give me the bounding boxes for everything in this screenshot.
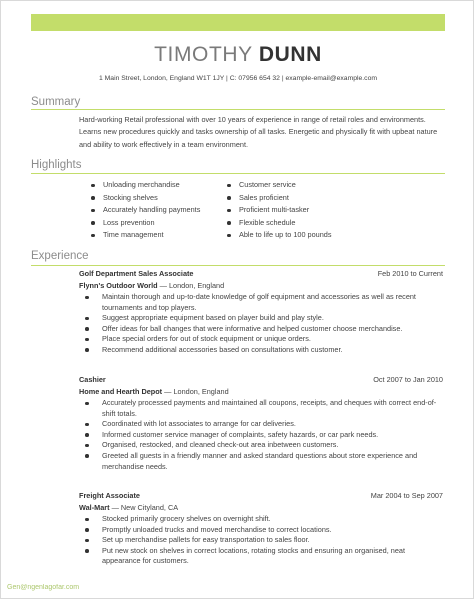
section-title-highlights: Highlights	[31, 159, 82, 171]
list-item: Accurately processed payments and maintained all coupons, receipts, and cheques with correct end-of-shift totals.	[79, 398, 443, 419]
job-title: Golf Department Sales Associate	[79, 269, 194, 278]
duty-list	[79, 398, 443, 472]
employer-line	[79, 503, 443, 512]
list-item: Recommend additional accessories based on consultations with customer.	[79, 345, 443, 356]
employer-location: — London, England	[162, 387, 229, 396]
employer-name: Flynn's Outdoor World	[79, 281, 158, 290]
list-item: Coordinated with lot associates to arrange for car deliveries.	[79, 419, 443, 430]
section-divider	[31, 173, 445, 174]
header-accent-bar	[31, 14, 445, 31]
last-name: DUNN	[258, 43, 322, 66]
section-divider	[31, 109, 445, 110]
list-item: Customer service	[225, 179, 332, 192]
section-title-experience: Experience	[31, 250, 89, 262]
list-item: Offer ideas for ball changes that were informative and helped customer choose merchandise.	[79, 324, 443, 335]
list-item: Unloading merchandise	[89, 179, 200, 192]
job-dates: Oct 2007 to Jan 2010	[373, 375, 443, 384]
job-dates: Feb 2010 to Current	[377, 269, 443, 278]
job-title: Cashier	[79, 375, 106, 384]
job-entry	[79, 491, 443, 567]
first-name: TIMOTHY	[154, 43, 253, 66]
employer-location: — New Cityland, CA	[109, 503, 179, 512]
watermark-text: Gen@ngenlagofar.com	[7, 584, 80, 591]
job-entry	[79, 269, 443, 356]
list-item: Promptly unloaded trucks and moved merchandise to correct locations.	[79, 525, 443, 536]
list-item: Stocked primarily grocery shelves on overnight shift.	[79, 514, 443, 525]
summary-text: Hard-working Retail professional with over 10 years of experience in range of retail roles and environments. Learns new procedures quickly and tasks ownership of all tasks. Energetic and physically fit with upbeat nature and ability to work effectively in a team environment.	[79, 115, 438, 149]
employer-line	[79, 387, 443, 396]
list-item: Proficient multi-tasker	[225, 204, 332, 217]
duty-list	[79, 292, 443, 356]
list-item: Loss prevention	[89, 217, 200, 230]
list-item: Organised, restocked, and cleaned check-out area inbetween customers.	[79, 440, 443, 451]
list-item: Stocking shelves	[89, 192, 200, 205]
duty-list	[79, 514, 443, 567]
list-item: Able to life up to 100 pounds	[225, 229, 332, 242]
contact-line: 1 Main Street, London, England W1T 1JY | C: 07956 654 32 | example-email@example.com	[98, 75, 378, 82]
employer-location: — London, England	[157, 281, 225, 290]
list-item: Informed customer service manager of complaints, safety hazards, or car park needs.	[79, 430, 443, 441]
employer-name: Home and Hearth Depot	[79, 387, 163, 396]
highlights-right-list	[225, 179, 332, 242]
list-item: Suggest appropriate equipment based on player build and play style.	[79, 313, 443, 324]
list-item: Place special orders for out of stock equipment or unique orders.	[79, 334, 443, 345]
list-item: Time management	[89, 229, 200, 242]
job-title: Freight Associate	[79, 491, 140, 500]
list-item: Greeted all guests in a friendly manner and asked standard questions about store experience and merchandise needs.	[79, 451, 443, 472]
employer-name: Wal-Mart	[79, 503, 110, 512]
list-item: Flexible schedule	[225, 217, 332, 230]
section-divider	[31, 265, 445, 266]
list-item: Accurately handling payments	[89, 204, 200, 217]
list-item: Set up merchandise pallets for easy transportation to sales floor.	[79, 535, 443, 546]
job-entry	[79, 375, 443, 472]
list-item: Sales proficient	[225, 192, 332, 205]
highlights-left-list	[89, 179, 200, 242]
employer-line	[79, 281, 443, 290]
list-item: Maintain thorough and up-to-date knowledge of golf equipment and accessories as well as recent tournaments and top players.	[79, 292, 443, 313]
job-dates: Mar 2004 to Sep 2007	[370, 491, 443, 500]
section-title-summary: Summary	[31, 96, 81, 108]
candidate-name	[1, 43, 474, 67]
list-item: Put new stock on shelves in correct locations, rotating stocks and ensuring an organised, neat appearance for customers.	[79, 546, 443, 567]
